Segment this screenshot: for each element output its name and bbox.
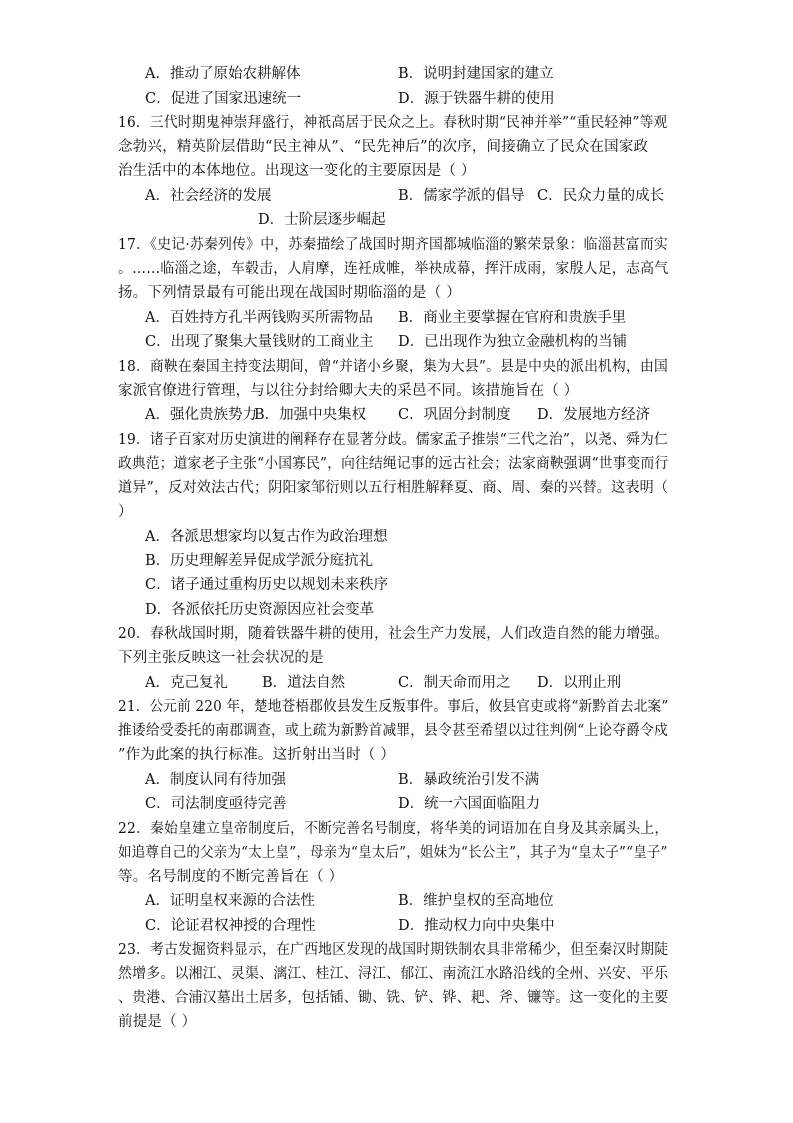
q15-option-d[interactable]: D．源于铁器牛耕的使用 xyxy=(398,91,555,107)
q18-option-d[interactable]: D．发展地方经济 xyxy=(537,407,651,423)
q22-option-b[interactable]: B．维护皇权的至高地位 xyxy=(398,893,554,909)
q23-stem-line: 前提是（ ） xyxy=(118,1014,197,1030)
q22-option-d[interactable]: D．推动权力向中央集中 xyxy=(398,918,555,934)
q22-option-c[interactable]: C．论证君权神授的合理性 xyxy=(145,918,316,934)
q15-option-c[interactable]: C．促进了国家迅速统一 xyxy=(145,91,302,107)
q17-stem-line: 。……临淄之途，车毂击，人肩摩，连衽成帷，举袂成幕，挥汗成雨，家殷人足，志高气 xyxy=(118,261,669,277)
q18-option-a[interactable]: A．强化贵族势力 xyxy=(145,407,257,423)
q17-stem-line: 扬。下列情景最有可能出现在战国时期临淄的是（ ） xyxy=(118,285,461,301)
q19-option-c[interactable]: C．诸子通过重构历史以规划未来秩序 xyxy=(145,577,389,593)
q17-option-d[interactable]: D．已出现作为独立金融机构的当铺 xyxy=(398,334,628,350)
q21-stem-line: 推诿给受委托的南郡调查，或上疏为新黔首减罪，县令甚至希望以过往判例“上论夺爵令戍 xyxy=(118,723,668,739)
q16-stem-line: 16．三代时期鬼神崇拜盛行，神祇高居于民众之上。春秋时期“民神并举”“重民轻神”等观 xyxy=(118,115,668,131)
q21-stem-line: ”作为此案的执行标准。这折射出当时（ ） xyxy=(118,747,396,763)
q21-stem-line: 21．公元前 220 年，楚地苍梧郡攸县发生反叛事件。事后，攸县官吏或将“新黔首去北案” xyxy=(118,699,669,715)
q16-option-c[interactable]: C．民众力量的成长 xyxy=(537,188,665,204)
q22-stem-line: 22．秦始皇建立皇帝制度后，不断完善名号制度，将华美的词语加在自身及其亲属头上， xyxy=(118,821,669,837)
q21-option-a[interactable]: A．制度认同有待加强 xyxy=(145,772,286,788)
q22-option-a[interactable]: A．证明皇权来源的合法性 xyxy=(145,893,315,909)
q20-option-d[interactable]: D．以刑止刑 xyxy=(537,675,622,691)
q16-stem-line: 念勃兴，精英阶层借助“民主神从”、“民先神后”的次序，间接确立了民众在国家政 xyxy=(118,139,649,155)
q17-option-c[interactable]: C．出现了聚集大量钱财的工商业主 xyxy=(145,334,374,350)
q19-stem-line: ） xyxy=(118,504,133,520)
q16-option-a[interactable]: A．社会经济的发展 xyxy=(145,188,272,204)
q15-option-b[interactable]: B．说明封建国家的建立 xyxy=(398,66,554,82)
q18-stem-line: 18．商鞅在秦国主持变法期间，曾“并诸小乡聚，集为大县”。县是中央的派出机构，由国 xyxy=(118,359,669,375)
q23-stem-line: 、贵港、合浦汉墓出土居多，包括锸、锄、铣、铲、铧、耙、斧、镰等。这一变化的主要 xyxy=(118,990,669,1006)
q18-option-b[interactable]: B．加强中央集权 xyxy=(254,407,367,423)
q17-option-a[interactable]: A．百姓持方孔半两钱购买所需物品 xyxy=(145,310,373,326)
q19-option-b[interactable]: B．历史理解差异促成学派分庭抗礼 xyxy=(145,553,374,569)
q18-stem-line: 家派官僚进行管理，与以往分封给卿大夫的采邑不同。该措施旨在（ ） xyxy=(118,383,579,399)
q17-stem-line: 17．《史记·苏秦列传》中，苏秦描绘了战国时期齐国都城临淄的繁荣景象：临淄甚富而实 xyxy=(118,237,669,253)
q16-option-b[interactable]: B．儒家学派的倡导 xyxy=(398,188,525,204)
q23-stem-line: 23．考古发掘资料显示，在广西地区发现的战国时期铁制农具非常稀少，但至秦汉时期陡 xyxy=(118,942,669,958)
q22-stem-line: 等。名号制度的不断完善旨在（ ） xyxy=(118,869,344,885)
q19-stem-line: 19．诸子百家对历史演进的阐释存在显著分歧。儒家孟子推崇“三代之治”，以尧、舜为仁 xyxy=(118,432,669,448)
q18-option-c[interactable]: C．巩固分封制度 xyxy=(398,407,511,423)
q19-stem-line: 政典范；道家老子主张“小国寡民”，向往结绳记事的远古社会；法家商鞅强调“世事变而行 xyxy=(118,456,669,472)
q21-option-b[interactable]: B．暴政统治引发不满 xyxy=(398,772,540,788)
q20-stem-line: 20．春秋战国时期，随着铁器牛耕的使用，社会生产力发展，人们改造自然的能力增强。 xyxy=(118,626,669,642)
q20-option-a[interactable]: A．克己复礼 xyxy=(145,675,228,691)
q19-option-a[interactable]: A．各派思想家均以复古作为政治理想 xyxy=(145,529,388,545)
q20-option-c[interactable]: C．制天命而用之 xyxy=(398,675,511,691)
q16-option-d[interactable]: D．士阶层逐步崛起 xyxy=(258,212,386,228)
q19-option-d[interactable]: D．各派依托历史资源因应社会变革 xyxy=(145,602,375,618)
q19-stem-line: 道异”，反对效法古代；阴阳家邹衍则以五行相胜解释夏、商、周、秦的兴替。这表明（ xyxy=(118,480,669,496)
q17-option-b[interactable]: B．商业主要掌握在官府和贵族手里 xyxy=(398,310,627,326)
q21-option-d[interactable]: D．统一六国面临阻力 xyxy=(398,796,541,812)
q20-option-b[interactable]: B．道法自然 xyxy=(262,675,346,691)
q15-option-a[interactable]: A．推动了原始农耕解体 xyxy=(145,66,301,82)
q21-option-c[interactable]: C．司法制度亟待完善 xyxy=(145,796,287,812)
q23-stem-line: 然增多。以湘江、灵渠、漓江、桂江、浔江、郁江、南流江水路沿线的全州、兴安、平乐 xyxy=(118,966,669,982)
q22-stem-line: 如追尊自己的父亲为“太上皇”，母亲为“皇太后”，姐妹为“长公主”，其子为“皇太子”“皇子” xyxy=(118,845,668,861)
q20-stem-line: 下列主张反映这一社会状况的是 xyxy=(118,650,324,666)
q16-stem-line: 治生活中的本体地位。出现这一变化的主要原因是（ ） xyxy=(118,163,476,179)
